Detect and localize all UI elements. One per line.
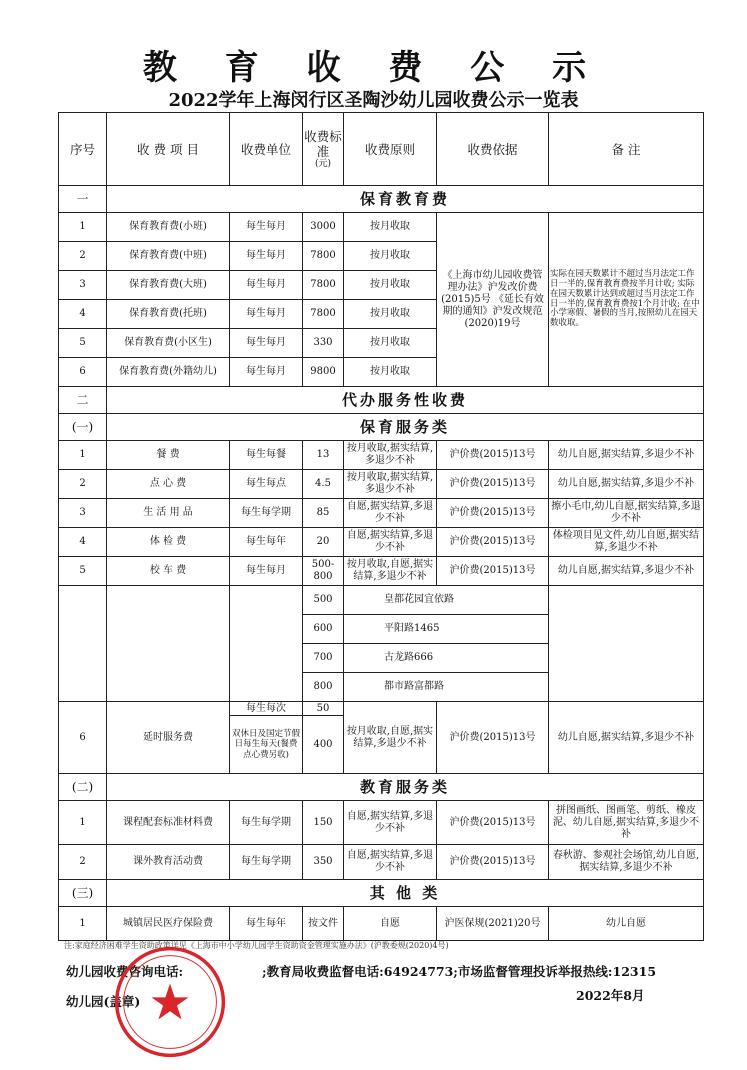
header-std [303,113,344,186]
consult-phone-label: 幼儿园收费咨询电话: [66,964,184,979]
bus-route-name: 都市路富都路 [344,673,549,702]
row-item: 城镇居民医疗保险费 [107,907,230,941]
row-principle: 自愿,据实结算,多退少不补 [344,499,437,528]
table-row [59,557,704,586]
row-std: 400 [303,716,344,774]
table-header-row [59,113,704,186]
row-std: 20 [303,528,344,557]
bus-route-row [59,586,704,615]
row-no: 2 [59,845,107,880]
section-row [59,774,704,801]
row-unit: 每生每次 [230,702,303,716]
row-std: 9800 [303,358,344,387]
row-unit: 每生每月 [230,557,303,586]
row-std: 500-800 [303,557,344,586]
section-title: 其 他 类 [107,880,704,907]
row-std: 按文件 [303,907,344,941]
row-unit: 每生每学期 [230,845,303,880]
header-principle: 收费原则 [344,113,437,186]
row-unit: 每生每学期 [230,499,303,528]
row-unit: 每生每月 [230,242,303,271]
row-std: 330 [303,329,344,358]
section-title: 保育教育费 [107,186,704,213]
row-no: 6 [59,702,107,774]
row-unit: 每生每年 [230,907,303,941]
bus-route-name: 古龙路666 [344,644,549,673]
row-std: 50 [303,702,344,716]
row-unit: 每生每年 [230,528,303,557]
table-row [59,845,704,880]
row-std: 3000 [303,213,344,242]
bus-route-row [59,644,704,673]
section-no: (一) [59,414,107,441]
row-basis: 沪价费(2015)13号 [437,702,549,774]
row-item: 点 心 费 [107,470,230,499]
publish-date: 2022年8月 [576,988,645,1003]
row-remark: 幼儿自愿,据实结算,多退少不补 [549,470,704,499]
section-no: 二 [59,387,107,414]
row-item: 保育教育费(托班) [107,300,230,329]
row-unit: 每生每月 [230,271,303,300]
footnote: 注:家庭经济困难学生资助政策详见《上海市中小学幼儿园学生资助资金管理实施办法》(沪教委规(2020)4号) [64,941,449,950]
bus-route-std: 600 [303,615,344,644]
row-item: 餐 费 [107,441,230,470]
section-row [59,387,704,414]
row-item: 生 活 用 品 [107,499,230,528]
fee-table [58,112,704,941]
row-item: 校 车 费 [107,557,230,586]
row-std: 7800 [303,271,344,300]
row-principle: 按月收取,据实结算,多退少不补 [344,441,437,470]
section-row [59,186,704,213]
row-basis: 沪医保规(2021)20号 [437,907,549,941]
row-item: 保育教育费(大班) [107,271,230,300]
table-row [59,801,704,845]
row-principle: 按月收取 [344,213,437,242]
page-title: 教 育 收 费 公 示 [142,48,605,88]
kindergarten-stamp-label: 幼儿园(盖章) [66,994,141,1009]
row-principle: 自愿 [344,907,437,941]
row-unit: 每生每月 [230,358,303,387]
section-row [59,880,704,907]
row-remark: 实际在园天数累计不超过当月法定工作日一半的,保育教育费按半月计收; 实际在园天数累计达到或超过当月法定工作日一半的,保育教育费按1个月计收; 在中小学寒假、暑假的当月,按照幼儿在园天数收取。 [549,213,704,387]
row-std: 7800 [303,300,344,329]
row-basis: 沪价费(2015)13号 [437,499,549,528]
row-remark: 春秋游、参观社会场馆,幼儿自愿,据实结算,多退少不补 [549,845,704,880]
row-no: 1 [59,441,107,470]
row-basis: 沪价费(2015)13号 [437,801,549,845]
table-row [59,470,704,499]
row-basis: 沪价费(2015)13号 [437,557,549,586]
row-no: 5 [59,329,107,358]
row-remark: 幼儿自愿,据实结算,多退少不补 [549,557,704,586]
row-unit: 双休日及国定节假日每生每天(餐费点心费另收) [230,716,303,774]
row-remark: 幼儿自愿,据实结算,多退少不补 [549,702,704,774]
row-principle: 按月收取 [344,358,437,387]
row-no: 2 [59,242,107,271]
row-no: 1 [59,213,107,242]
row-item: 保育教育费(中班) [107,242,230,271]
section-title: 保育服务类 [107,414,704,441]
row-principle: 按月收取 [344,300,437,329]
section-title: 教育服务类 [107,774,704,801]
header-unit: 收费单位 [230,113,303,186]
row-principle: 自愿,据实结算,多退少不补 [344,801,437,845]
row-no: 2 [59,470,107,499]
row-remark: 幼儿自愿 [549,907,704,941]
row-no: 1 [59,907,107,941]
official-seal-icon [112,944,228,1060]
row-principle: 按月收取,自愿,据实结算,多退少不补 [344,702,437,774]
bus-route-name: 皇都花园宜依路 [344,586,549,615]
row-item: 保育教育费(小区生) [107,329,230,358]
row-remark: 擦小毛巾,幼儿自愿,据实结算,多退少不补 [549,499,704,528]
row-no: 6 [59,358,107,387]
row-unit: 每生每点 [230,470,303,499]
row-no: 3 [59,271,107,300]
page-subtitle: 2022学年上海闵行区圣陶沙幼儿园收费公示一览表 [168,90,579,111]
row-unit: 每生每学期 [230,801,303,845]
row-basis: 沪价费(2015)13号 [437,528,549,557]
row-std: 7800 [303,242,344,271]
row-item: 体 检 费 [107,528,230,557]
header-std-unit: (元) [314,158,332,169]
row-remark: 幼儿自愿,据实结算,多退少不补 [549,441,704,470]
section-no: (二) [59,774,107,801]
row-no: 5 [59,557,107,586]
row-std: 350 [303,845,344,880]
row-std: 85 [303,499,344,528]
header-basis: 收费依据 [437,113,549,186]
row-principle: 自愿,据实结算,多退少不补 [344,845,437,880]
bus-route-std: 500 [303,586,344,615]
bus-route-row [59,615,704,644]
row-std: 4.5 [303,470,344,499]
row-no: 4 [59,300,107,329]
row-basis: 沪价费(2015)13号 [437,441,549,470]
row-remark: 拼图画纸、图画笔、剪纸、橡皮泥、幼儿自愿,据实结算,多退少不补 [549,801,704,845]
row-item: 保育教育费(外籍幼儿) [107,358,230,387]
section-title: 代办服务性收费 [107,387,704,414]
row-principle: 按月收取 [344,242,437,271]
header-remark: 备 注 [549,113,704,186]
row-unit: 每生每月 [230,329,303,358]
row-principle: 按月收取 [344,329,437,358]
row-no: 4 [59,528,107,557]
bus-route-row [59,673,704,702]
row-basis: 沪价费(2015)13号 [437,845,549,880]
row-unit: 每生每月 [230,300,303,329]
row-item: 课外教育活动费 [107,845,230,880]
row-basis: 沪价费(2015)13号 [437,470,549,499]
table-row [59,907,704,941]
table-row [59,441,704,470]
section-no: (三) [59,880,107,907]
section-no: 一 [59,186,107,213]
row-item: 延时服务费 [107,702,230,774]
bus-route-name: 平阳路1465 [344,615,549,644]
table-row [59,528,704,557]
row-remark: 体检项目见文件,幼儿自愿,据实结算,多退少不补 [549,528,704,557]
row-principle: 按月收取,据实结算,多退少不补 [344,470,437,499]
bus-route-std: 800 [303,673,344,702]
header-item: 收 费 项 目 [107,113,230,186]
row-std: 150 [303,801,344,845]
table-row [59,213,704,242]
row-principle: 按月收取,自愿,据实结算,多退少不补 [344,557,437,586]
seal-star [151,983,188,1019]
header-std-label: 收费标准 [304,128,342,159]
row-no: 1 [59,801,107,845]
section-row [59,414,704,441]
header-no: 序号 [59,113,107,186]
supervision-hotlines: ;教育局收费监督电话:64924773;市场监督管理投诉举报热线:12315 [262,964,657,979]
row-basis: 《上海市幼儿园收费管理办法》沪发改价费(2015)5号 《延长有效期的通知》沪发改规范(2020)19号 [437,213,549,387]
row-principle: 自愿,据实结算,多退少不补 [344,528,437,557]
row-item: 保育教育费(小班) [107,213,230,242]
row-principle: 按月收取 [344,271,437,300]
table-row [59,702,704,716]
row-no: 3 [59,499,107,528]
row-std: 13 [303,441,344,470]
row-unit: 每生每月 [230,213,303,242]
row-unit: 每生每餐 [230,441,303,470]
row-item: 课程配套标准材料费 [107,801,230,845]
table-row [59,499,704,528]
bus-route-std: 700 [303,644,344,673]
